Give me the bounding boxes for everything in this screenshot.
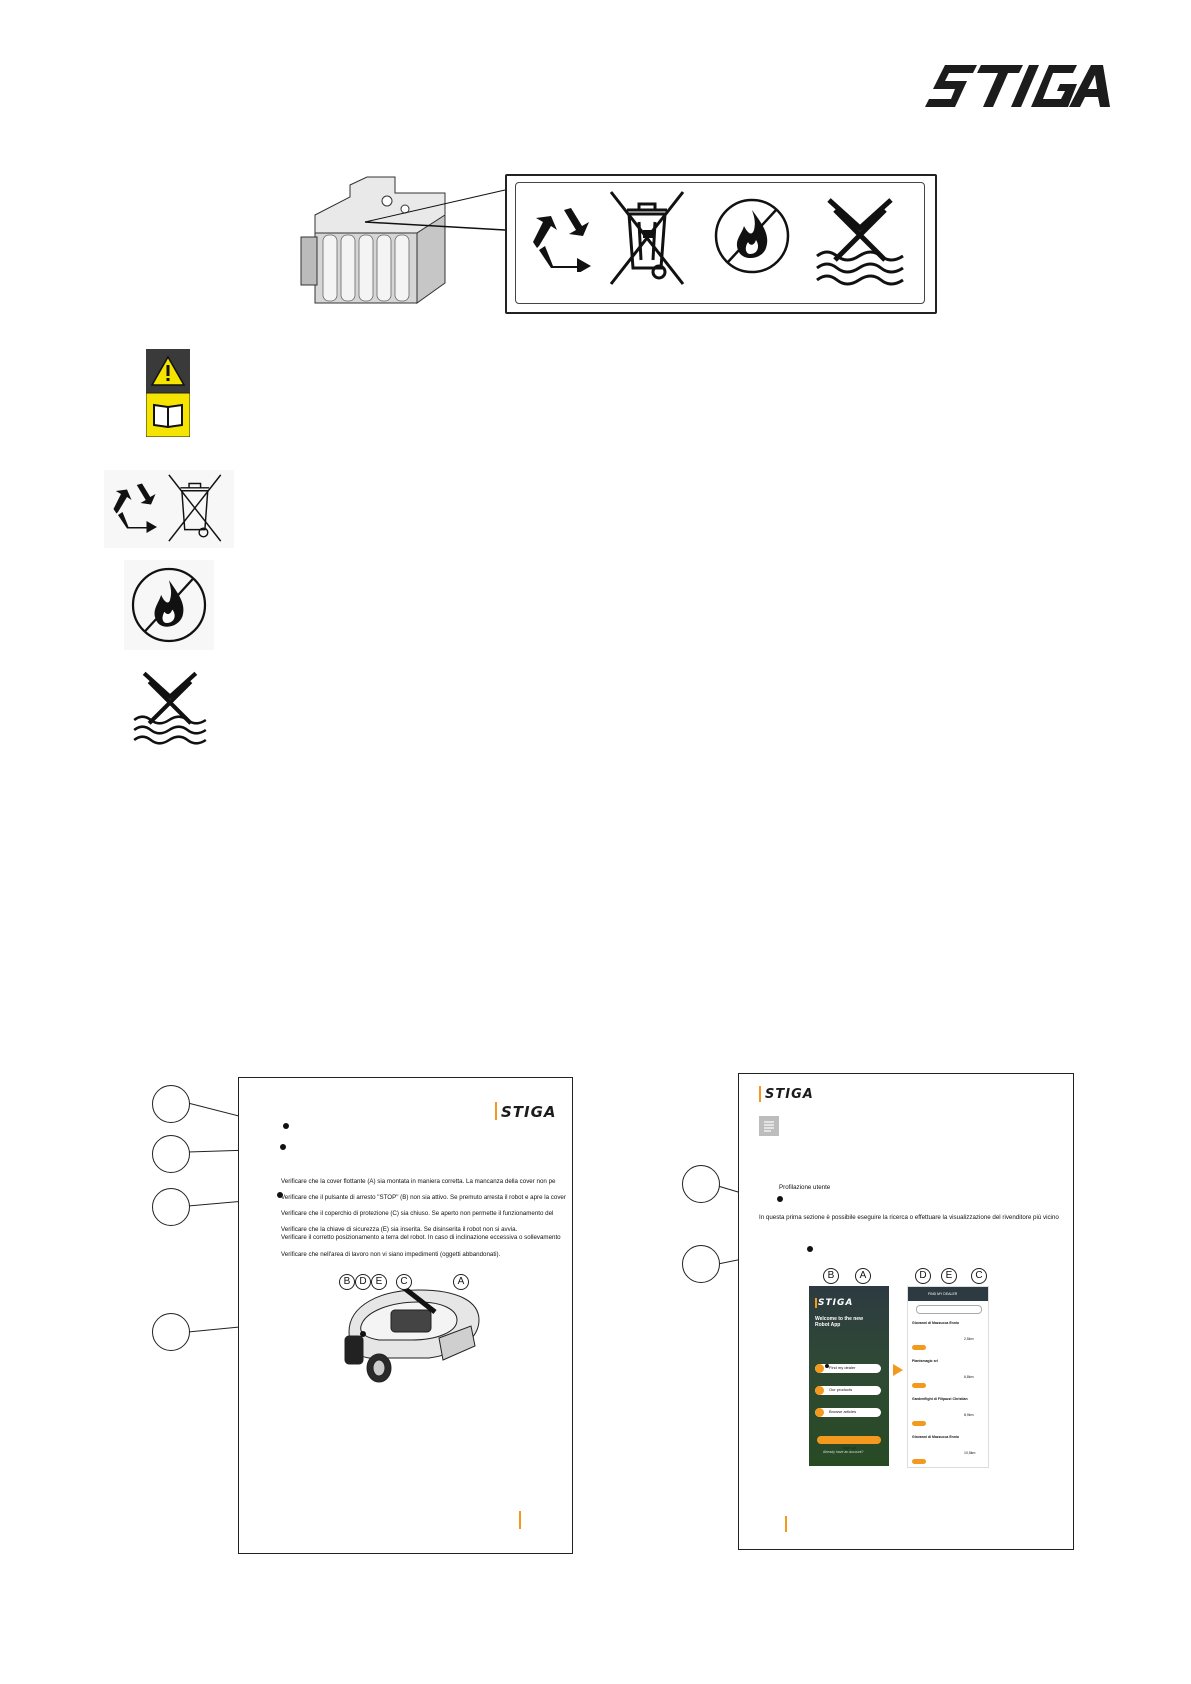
arrow-right-icon bbox=[893, 1364, 903, 1376]
text-line: Verificare che la chiave di sicurezza (E) sia inserita. Se disinserita il robot non si avvia. bbox=[281, 1226, 518, 1233]
text-line: Verificare che la cover flottante (A) sia montata in maniera corretta. La mancanza della cover non pe bbox=[281, 1178, 556, 1185]
page-number-marker bbox=[519, 1511, 521, 1529]
callout-5 bbox=[682, 1165, 720, 1203]
dealer-distance: 8,9km bbox=[964, 1413, 974, 1417]
dealer-name: Plantsmagic srl bbox=[912, 1359, 938, 1363]
callout-3 bbox=[152, 1188, 190, 1226]
crossed-out-bin-icon bbox=[607, 188, 687, 288]
figure-label-d: D bbox=[915, 1268, 931, 1284]
text-line: Verificare il corretto posizionamento a terra del robot. In caso di inclinazione eccessiva o sollevamento bbox=[281, 1234, 561, 1241]
callout-2 bbox=[152, 1135, 190, 1173]
text-line: Verificare che nell'area di lavoro non vi siano impedimenti (oggetti abbandonati). bbox=[281, 1251, 501, 1258]
phone-screen-dealers bbox=[907, 1286, 989, 1468]
phone-logo: STIGA bbox=[818, 1298, 854, 1308]
dealer-name: Gardenflight di Filipazzi Christian bbox=[912, 1397, 968, 1401]
figure-label-c: C bbox=[396, 1274, 412, 1290]
battery-label-box bbox=[505, 174, 937, 314]
recycle-icon bbox=[531, 206, 597, 272]
account-link[interactable]: Already have an account? bbox=[823, 1450, 864, 1454]
no-water-immersion-icon-small bbox=[130, 665, 210, 745]
marker-dot bbox=[283, 1123, 289, 1129]
orange-accent bbox=[495, 1102, 497, 1120]
sign-up-button[interactable]: Sign up bbox=[817, 1436, 881, 1444]
callout-4 bbox=[152, 1313, 190, 1351]
welcome-text: Welcome to the new Robot App bbox=[815, 1316, 863, 1328]
figure-label-a: A bbox=[453, 1274, 469, 1290]
intro-text: In questa prima sezione è possibile eseguire la ricerca o effettuare la visualizzazione del rivenditore più vicino bbox=[759, 1214, 1059, 1221]
figure-label-a: A bbox=[855, 1268, 871, 1284]
no-water-immersion-icon bbox=[815, 190, 905, 286]
marker-dot bbox=[807, 1246, 813, 1252]
find-dealer-button[interactable]: Find my dealer bbox=[815, 1364, 881, 1373]
marker-dot bbox=[280, 1144, 286, 1150]
document-icon bbox=[759, 1116, 779, 1136]
dealers-header: FIND MY DEALER bbox=[928, 1292, 958, 1296]
text-line: Verificare che il pulsante di arresto "STOP" (B) non sia attivo. Se premuto arresta il robot e apre la cover bbox=[281, 1194, 566, 1201]
our-products-button[interactable]: Our products bbox=[815, 1386, 881, 1395]
warning-read-manual-icon bbox=[146, 349, 190, 437]
figure-label-d: D bbox=[355, 1274, 371, 1290]
marker-dot bbox=[777, 1196, 783, 1202]
figure-label-c: C bbox=[971, 1268, 987, 1284]
dealer-name: Giovanni di Mazzucca Ennio bbox=[912, 1435, 960, 1439]
figure-label-b: B bbox=[339, 1274, 355, 1290]
dealer-distance: 6,8km bbox=[964, 1375, 974, 1379]
section-title: Profilazione utente bbox=[779, 1184, 831, 1191]
marker-dot bbox=[360, 1331, 366, 1337]
marker-dot bbox=[825, 1364, 829, 1368]
phone-screen-welcome bbox=[809, 1286, 889, 1466]
page-number-marker bbox=[785, 1516, 787, 1532]
browse-articles-button[interactable]: Browse articles bbox=[815, 1408, 881, 1417]
dealer-search-input[interactable] bbox=[916, 1305, 982, 1314]
dealer-name: Giovanni di Mazzucca Ennio bbox=[912, 1321, 960, 1325]
left-manual-page bbox=[238, 1077, 573, 1554]
page-logo: STIGA bbox=[765, 1087, 814, 1102]
dealer-distance: 10,5km bbox=[964, 1451, 976, 1455]
text-line: Verificare che il coperchio di protezione (C) sia chiuso. Se aperto non permette il funzionamento del bbox=[281, 1210, 554, 1217]
callout-1 bbox=[152, 1085, 190, 1123]
figure-label-e: E bbox=[941, 1268, 957, 1284]
no-fire-icon-small bbox=[124, 560, 214, 650]
orange-accent bbox=[759, 1086, 761, 1102]
recycle-and-bin-icon bbox=[104, 470, 234, 548]
dealer-distance: 2,5km bbox=[964, 1337, 974, 1341]
no-fire-icon bbox=[712, 196, 792, 276]
figure-label-b: B bbox=[823, 1268, 839, 1284]
right-manual-page bbox=[738, 1073, 1074, 1550]
page-logo: STIGA bbox=[501, 1103, 557, 1121]
callout-6 bbox=[682, 1245, 720, 1283]
figure-label-e: E bbox=[371, 1274, 387, 1290]
